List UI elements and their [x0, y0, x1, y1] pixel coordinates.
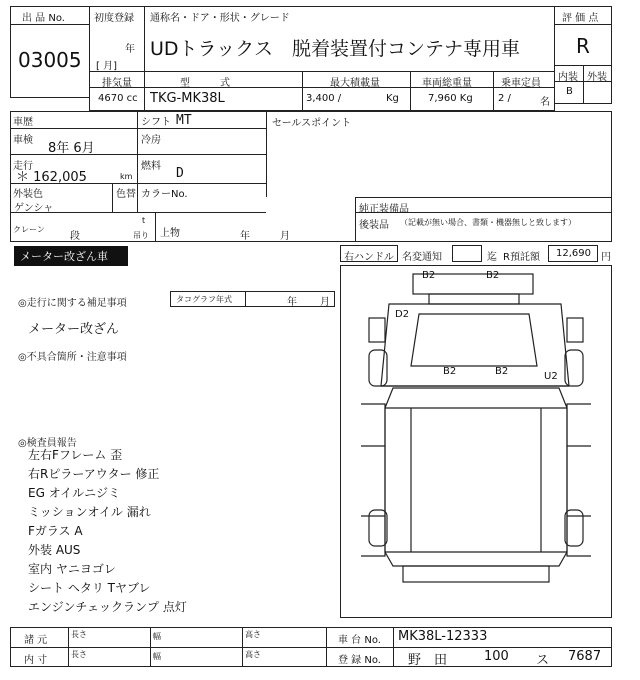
report-line: Fガラス A: [28, 524, 83, 538]
boarding-year: 年: [240, 231, 250, 242]
ac-label: 冷房: [141, 135, 161, 146]
meter-tampered-banner: メーター改ざん車: [14, 246, 128, 266]
fuel-value: D: [176, 166, 184, 181]
color-no-label: カラーNo.: [141, 189, 188, 200]
mileage-label: 走行: [13, 161, 33, 172]
history-label: 車歴: [13, 117, 33, 128]
report-line: 右Rピラーアウター 修正: [28, 467, 160, 481]
genuine-equipment-label: 純正装備品: [359, 204, 409, 215]
max-load-unit: Kg: [386, 93, 399, 104]
aftermarket-note: （記載が無い場合、書類・機器無しと致します）: [400, 218, 576, 227]
damage-mark: D2: [395, 309, 410, 320]
color-change-label: 色替: [116, 189, 136, 200]
lot-label: 出 品 No.: [22, 13, 65, 24]
interior-grade: B: [566, 86, 573, 97]
registration-kana: ス: [536, 653, 550, 668]
inner-width-label: 幅: [153, 652, 161, 661]
mileage-unit: km: [120, 172, 133, 181]
recycle-deposit-label: R預託額: [503, 252, 540, 263]
aftermarket-label: 後装品: [359, 220, 389, 231]
inspector-report-title: ◎検査員報告: [18, 438, 77, 449]
inner-dim-row-label: 内 寸: [24, 655, 48, 666]
damage-diagram: [340, 265, 612, 618]
recycle-deposit-amount: 12,690: [556, 248, 591, 259]
damage-mark: B2: [443, 366, 457, 377]
exterior-label: 外装: [587, 72, 607, 83]
spec-width-label: 幅: [153, 632, 161, 641]
report-line: 外装 AUS: [28, 543, 81, 557]
grade-label: 評 価 点: [562, 13, 599, 24]
ext-color-value: ゲンシャ: [14, 203, 54, 214]
report-line: EG オイルニジミ: [28, 486, 121, 500]
tacho-month: 月: [320, 297, 330, 308]
ext-color-label: 外装色: [13, 189, 43, 200]
capacity-unit: 名: [540, 97, 550, 108]
right-side-panel: [567, 404, 591, 556]
chassis-number: MK38L-12333: [398, 629, 488, 644]
lot-number: 03005: [18, 48, 82, 72]
registration-label: 登 録 No.: [338, 655, 381, 666]
name-change-label: 名変通知: [402, 252, 442, 263]
model-code: TKG-MK38L: [150, 91, 225, 106]
gross-weight-label: 車両総重量: [422, 78, 472, 89]
steering: 右ハンドル: [344, 252, 394, 263]
right-mirror: [567, 318, 583, 342]
crane-stage: 段: [70, 231, 80, 242]
cargo-body: [385, 388, 567, 566]
report-line: エンジンチェックランプ 点灯: [28, 600, 187, 614]
first-reg-label: 初度登録: [94, 13, 134, 24]
gross-weight: 7,960 Kg: [428, 93, 473, 104]
car-name-label: 通称名・ドア・形状・グレード: [150, 13, 290, 24]
cab-outline: [381, 304, 569, 386]
mileage-value: ＊ 162,005: [16, 170, 87, 185]
defects-title: ◎不具合箇所・注意事項: [18, 352, 127, 363]
max-load: 3,400 /: [306, 93, 342, 104]
recycle-deposit-unit: 円: [601, 252, 611, 263]
report-line: シート ヘタリ Tヤブレ: [28, 581, 151, 595]
inner-height-label: 高さ: [245, 650, 261, 659]
windshield: [411, 314, 537, 366]
damage-mark: U2: [544, 371, 558, 382]
crane-hang: 吊り: [133, 231, 149, 240]
damage-mark: B2: [422, 270, 436, 281]
tacho-label: タコグラフ年式: [176, 295, 232, 304]
boarding-month: 月: [280, 231, 290, 242]
boarding-label: 上物: [160, 228, 180, 239]
shift-value: MT: [176, 113, 192, 128]
model-label: 型 式: [180, 78, 230, 89]
sales-point-label: セールスポイント: [272, 118, 352, 129]
inspector-report-list: [28, 446, 187, 617]
displacement-label: 排気量: [102, 78, 132, 89]
max-load-label: 最大積載量: [330, 78, 380, 89]
rear-bumper: [403, 566, 549, 582]
left-mirror: [369, 318, 385, 342]
first-reg-month: [ 月]: [96, 61, 117, 72]
spec-row-label: 諸 元: [24, 635, 48, 646]
damage-mark: B2: [495, 366, 509, 377]
crane-label: クレーン: [13, 225, 45, 234]
crane-t: t: [142, 216, 146, 225]
displacement: 4670 cc: [98, 93, 138, 104]
registration-class: 100: [484, 649, 509, 664]
capacity: 2 /: [498, 93, 511, 104]
first-reg-year-unit: 年: [125, 44, 135, 55]
damage-mark: B2: [486, 270, 500, 281]
registration-number: 7687: [568, 649, 602, 664]
registration-area: 野 田: [408, 653, 448, 668]
capacity-label: 乗車定員: [501, 78, 541, 89]
report-line: 室内 ヤニヨゴレ: [28, 562, 116, 576]
overall-grade: R: [576, 34, 590, 58]
doc-deadline-label: 迄: [487, 252, 497, 263]
truck-diagram-svg: [341, 266, 611, 617]
spec-length-label: 長さ: [71, 630, 87, 639]
report-line: ミッションオイル 漏れ: [28, 505, 151, 519]
chassis-label: 車 台 No.: [338, 635, 381, 646]
fuel-label: 燃料: [141, 161, 161, 172]
driving-note: メーター改ざん: [28, 322, 120, 337]
inspection-value: 8年 6月: [48, 141, 95, 156]
left-side-panel: [361, 404, 385, 556]
report-line: 左右Fフレーム 歪: [28, 448, 123, 462]
car-name: UDトラックス 脱着装置付コンテナ専用車: [150, 38, 520, 60]
driving-notes-title: ◎走行に関する補足事項: [18, 298, 127, 309]
tacho-year: 年: [287, 297, 297, 308]
grille: [429, 294, 519, 304]
spec-height-label: 高さ: [245, 630, 261, 639]
shift-label: シフト: [141, 117, 171, 128]
interior-label: 内装: [558, 72, 578, 83]
inspection-label: 車検: [13, 135, 33, 146]
inner-length-label: 長さ: [71, 650, 87, 659]
